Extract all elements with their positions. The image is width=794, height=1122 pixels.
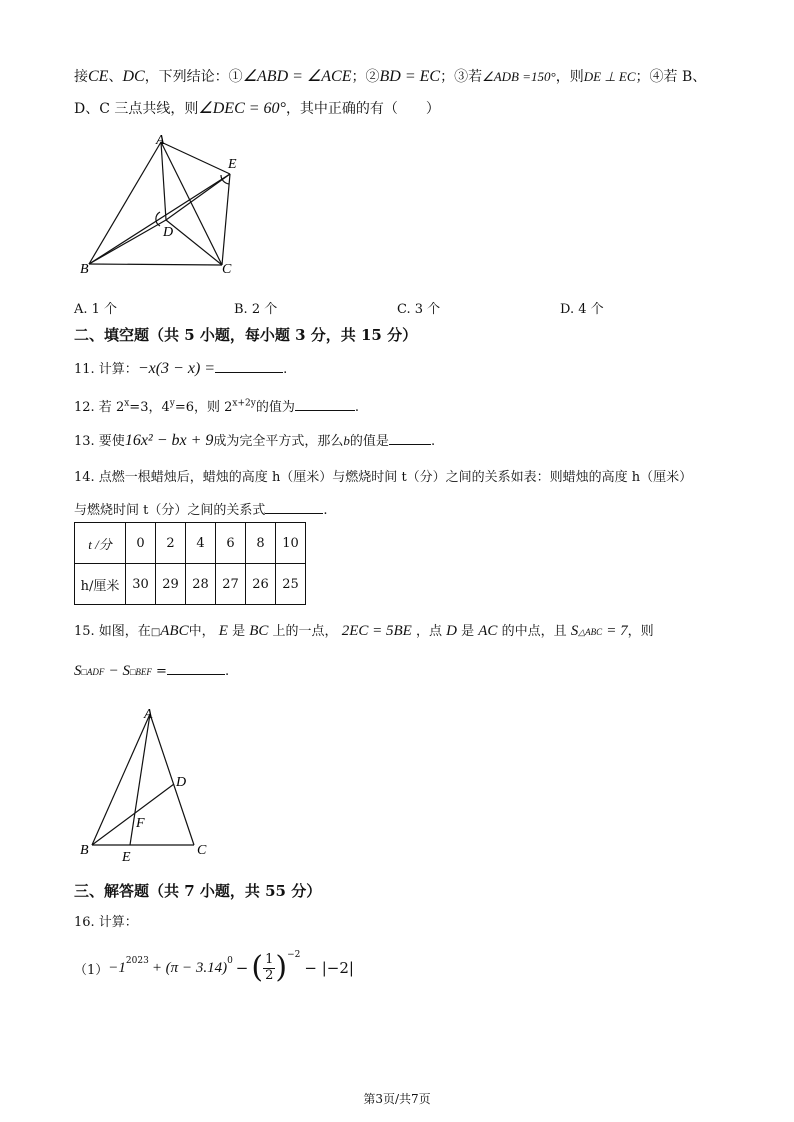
q15-end: .: [224, 664, 230, 679]
q15-text: ，点: [415, 624, 442, 639]
q15-sub: △ABC: [578, 627, 603, 637]
q10-text: ；④若 B、: [635, 69, 707, 85]
q10-figure: [78, 132, 248, 277]
q14-end: .: [323, 503, 328, 518]
q15-var: AC: [478, 623, 498, 639]
table-cell: 10: [276, 523, 306, 564]
table-cell: 0: [126, 523, 156, 564]
q15-text: □: [150, 627, 161, 638]
q10-eq4: DE ⊥ EC: [583, 69, 636, 84]
q15-line1: [74, 620, 654, 640]
q10-label-c: C: [222, 262, 232, 277]
q11: [74, 358, 287, 378]
table-cell: 4: [186, 523, 216, 564]
q15-sub: □ADF: [81, 667, 105, 677]
q10-eq5: ∠DEC = 60°: [198, 100, 286, 117]
q13-expr: 16x² − bx + 9: [124, 432, 214, 449]
q15-line2: [74, 662, 229, 680]
q15-eq: =: [156, 664, 167, 679]
q14-line1: 14. 点燃一根蜡烛后，蜡烛的高度 h（厘米）与燃烧时间 t（分）之间的关系如表：则蜡烛的高度 h（厘米）: [74, 470, 693, 485]
q10-text: ，下列结论：①: [144, 69, 243, 85]
q15-text: ，则: [627, 624, 654, 639]
table-row: [75, 564, 306, 605]
table-cell: 27: [216, 564, 246, 605]
q10-line1: [74, 66, 706, 86]
q11-end: .: [283, 362, 288, 377]
q10-line2: [74, 98, 440, 118]
q16-frac-den: 2: [265, 967, 274, 983]
q15-eq: 2EC = 5BE: [341, 623, 412, 639]
q14-answer-blank: [265, 501, 323, 514]
q16-sup: 2023: [125, 956, 149, 966]
q16-sup: 0: [227, 956, 233, 966]
table-row: [75, 523, 306, 564]
q15-var: S: [570, 623, 579, 639]
table-cell: 25: [276, 564, 306, 605]
q16-paren-right: ): [275, 950, 288, 985]
table-header-h: h/厘米: [75, 564, 126, 605]
section2-title: 二、填空题（共 5 小题，每小题 3 分，共 15 分）: [74, 326, 418, 344]
q11-answer-blank: [215, 360, 283, 373]
q10-text: D、C 三点共线，则: [74, 101, 199, 117]
q15-var: E: [218, 623, 228, 639]
q15-sub: □BEF: [129, 667, 152, 677]
q11-expr: −x(3 − x) =: [137, 360, 216, 377]
q14-line2: [74, 499, 328, 518]
q10-dc: DC: [122, 68, 145, 85]
q15-text: 15. 如图，在: [74, 624, 151, 639]
q12-end: .: [354, 400, 359, 415]
q10-option-a: A. 1 个: [74, 302, 118, 317]
q15-text: 中，: [188, 624, 215, 639]
table-cell: 30: [126, 564, 156, 605]
q16-label: （1）: [74, 962, 109, 978]
q10-eq3: ∠ADB =150°: [482, 69, 556, 84]
table-cell: 28: [186, 564, 216, 605]
q10-text: ；③若: [440, 69, 483, 85]
q12-sup: x+2y: [232, 398, 256, 409]
q10-label-b: B: [80, 262, 89, 277]
q16-expr: −1: [108, 959, 126, 976]
q10-ce: CE: [88, 68, 109, 85]
q13-text: 的值是: [349, 434, 389, 449]
q10-label-a: A: [156, 133, 165, 148]
table-cell: 8: [246, 523, 276, 564]
q10-text: ，则: [555, 69, 584, 85]
q12-sup: y: [169, 398, 175, 409]
q15-label-d: D: [176, 775, 187, 790]
q16-part1: [74, 948, 354, 988]
q13: [74, 430, 435, 450]
q12-sup: x: [124, 398, 130, 409]
q10-text: 、: [108, 69, 123, 85]
q13-var: b: [343, 433, 350, 448]
q16-expr: − |−2|: [304, 959, 354, 977]
q15-var: BC: [249, 623, 269, 639]
q14-table: [74, 522, 306, 605]
q15-answer-blank: [167, 662, 225, 675]
q15-var: − S: [108, 663, 130, 679]
q16-fraction: [263, 953, 275, 984]
q12-text: 的值为: [255, 400, 295, 415]
section3-title: 三、解答题（共 7 小题，共 55 分）: [74, 882, 322, 900]
q16-expr: −: [235, 959, 249, 977]
q13-text: 成为完全平方式，那么: [213, 434, 344, 449]
q12-text: =3，4: [129, 400, 170, 415]
q10-text: ，其中正确的有（ ）: [285, 101, 440, 117]
q15-text: 是: [461, 624, 475, 639]
q10-eq1: ∠ABD = ∠ACE: [242, 68, 352, 85]
table-cell: 6: [216, 523, 246, 564]
q13-text: 13. 要使: [74, 434, 125, 449]
q10-text: 接: [74, 69, 88, 85]
q13-answer-blank: [389, 432, 431, 445]
q15-label-a: A: [144, 707, 153, 722]
q15-text: 是: [232, 624, 246, 639]
q10-option-b: B. 2 个: [234, 302, 278, 317]
q15-text: 上的一点，: [272, 624, 338, 639]
q15-text: 的中点，且: [501, 624, 567, 639]
q13-end: .: [430, 434, 436, 449]
q16-title: 16. 计算：: [74, 915, 138, 930]
q15-var: ABC: [160, 623, 189, 639]
q15-label-f: F: [136, 816, 145, 831]
q12: [74, 396, 359, 415]
q12-answer-blank: [295, 398, 355, 411]
table-cell: 29: [156, 564, 186, 605]
q15-figure: [76, 704, 216, 864]
q14-text: 与燃烧时间 t（分）之间的关系式: [74, 503, 266, 518]
table-cell: 2: [156, 523, 186, 564]
q10-text: ；②: [351, 69, 380, 85]
q16-expr: + (π − 3.14): [151, 959, 228, 976]
q10-label-d: D: [163, 225, 174, 240]
q10-label-e: E: [228, 157, 237, 172]
q15-label-e: E: [122, 850, 131, 864]
q12-text: 12. 若 2: [74, 400, 125, 415]
table-cell: 26: [246, 564, 276, 605]
q16-sup: −2: [287, 950, 301, 960]
q12-text: =6，则 2: [174, 400, 233, 415]
page-footer: 第3页/共7页: [363, 1092, 431, 1106]
q15-eq: = 7: [606, 623, 628, 639]
q15-label-c: C: [197, 843, 207, 858]
q10-eq2: BD = EC: [379, 68, 441, 85]
q15-var: D: [446, 623, 457, 639]
q11-num: 11. 计算：: [74, 362, 138, 377]
q15-var: S: [74, 663, 82, 679]
q15-label-b: B: [80, 843, 89, 858]
q16-frac-num: 1: [265, 951, 274, 967]
q10-option-d: D. 4 个: [560, 302, 604, 317]
table-header-t: t /分: [75, 523, 126, 564]
q16-paren-left: (: [251, 950, 264, 985]
q10-option-c: C. 3 个: [397, 302, 441, 317]
